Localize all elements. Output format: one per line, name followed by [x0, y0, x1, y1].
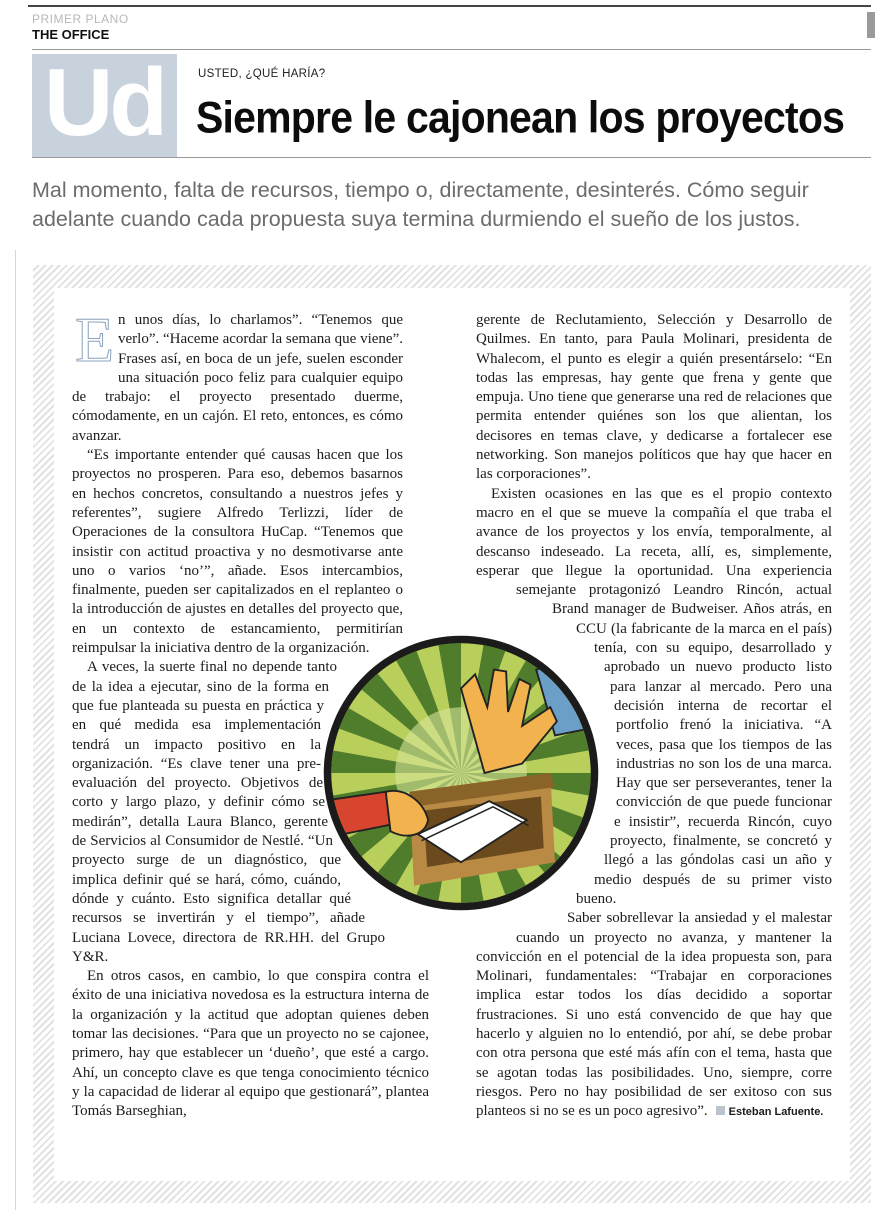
paragraph: En otros casos, en cambio, lo que conspira contra el éxito de una iniciativa novedosa es la estructura interna de la organización y la actitud que adoptan quienes deben tomar las decisiones. “Para que un proyecto no se cajonee, primero, hay que establecer un ‘dueño’, que esté a cargo. Ahí, un concepto clave es que tenga conocimiento técnico y la capacidad de liderar al equipo que gestionará”, plantea Tomás Barseghian,	[72, 968, 429, 1120]
section-label: PRIMER PLANO	[32, 12, 129, 26]
paragraph	[476, 909, 832, 1122]
column-kicker: USTED, ¿QUÉ HARÍA?	[198, 68, 326, 80]
title-rule	[32, 157, 871, 158]
byline: Esteban Lafuente.	[728, 1106, 824, 1119]
page-corner-mark	[867, 12, 875, 38]
paragraph: Existen ocasiones en las que es el propio contexto macro en el que se mueve la compañía el que traba el avance de los proyectos y los envía, temporalmente, al descanso indeseado. La receta, allí, es, simplemente, esperar que llegue la oportunidad. Una experiencia semejante protagonizó Leandro Rincón, actual Brand manager de Budweiser. Años atrás, en CCU (la fabricante de la marca en el país) tenía, con su equipo, desarrollado y aprobado un nuevo producto listo para lanzar al mercado. Pero una decisión interna de recortar el portfolio frenó la iniciativa. “A veces, pasa que los tiempos de las industrias no son los de una marca. Hay que ser perseverantes, tener la convicción de que puede funcionar e insistir”, recuerda Rincón, cuyo proyecto, finalmente, se concretó y llegó a las góndolas casi un año y medio después de su primer visto bueno.	[476, 485, 832, 907]
article-headline: Siempre le cajonean los proyectos	[196, 92, 845, 142]
section-name: THE OFFICE	[32, 27, 110, 42]
column-logo-text: Ud	[44, 54, 164, 156]
dropcap: E	[75, 304, 115, 375]
byline-square-icon	[716, 1106, 725, 1115]
page-fold-edge	[15, 250, 16, 1210]
paragraph: n unos días, lo charlamos”. “Tenemos que verlo”. “Haceme acordar la semana que viene”. Frases así, en boca de un jefe, suelen esconder una situación poco feliz para cualquier equipo de trabajo: el proyecto presentado duerme, cómodamente, en un cajón. El reto, entonces, es cómo avanzar.	[72, 312, 403, 444]
top-rule	[28, 5, 871, 7]
paragraph-text: Saber sobrellevar la ansiedad y el malestar cuando un proyecto no avanza, y mantener la convicción en el potencial de la idea propuesta son, para Molinari, fundamentales: “Trabajar en corporaciones implica estar todos los días decidido a soportar frustraciones. Si uno está convencido de que hay que hacerlo y alguien no lo entendió, por ahí, se debe probar con otra persona que esté más afín con el tema, hasta que se agotan todas las posibilidades. Uno, siempre, corre riesgos. Pero no hay posibilidad de ser exitoso con sus planteos si no se es un poco agresivo”.	[476, 910, 832, 1120]
paragraph: gerente de Reclutamiento, Selección y Desarrollo de Quilmes. En tanto, para Paula Molinari, presidenta de Whalecom, el punto es elegir a quién presentárselo: “En todas las empresas, hay gente que frena y gente que empuja. Uno tiene que generarse una red de relaciones que permita entender quiénes son los que alientan, los decisores en temas clave, y dedicarse a fortalecer ese networking. Son manejos políticos que hay que hacer en las corporaciones”.	[476, 312, 832, 483]
column-logo	[32, 54, 177, 158]
drawer-illustration	[320, 632, 602, 914]
article-deck: Mal momento, falta de recursos, tiempo o, directamente, desinterés. Cómo seguir adelante cuando cada propuesta suya termina durmiendo el sueño de los justos.	[32, 178, 809, 231]
paragraph: A veces, la suerte final no depende tanto de la idea a ejecutar, sino de la forma en que fue planteada su puesta en práctica y en qué medida esa implementación tendrá un impacto positivo en la organización. “Es clave tener una pre-evaluación del proyecto. Objetivos de corto y largo plazo, y definir cómo se medirán”, detalla Laura Blanco, gerente de Servicios al Consumidor de Nestlé. “Un proyecto surge de un diagnóstico, que implica definir qué se hará, cómo, cuándo, dónde y cuánto. Esto significa detallar qué recursos se invertirán y el tiempo”, añade Luciana Lovece, directora de RR.HH. del Grupo Y&R.	[72, 659, 385, 965]
paragraph: “Es importante entender qué causas hacen que los proyectos no prosperen. Para eso, debemos basarnos en hechos concretos, consultando a nuestros jefes y referentes”, sugiere Alfredo Terlizzi, líder de Operaciones de la consultora HuCap. “Tenemos que insistir con actitud proactiva y no desmotivarse ante uno o varios ‘no’”, añade. Esos intercambios, finalmente, pueden ser capitalizados en el replanteo o la introducción de ajustes en detalles del proyecto que, en un contexto de estancamiento, permitirían reimpulsar la iniciativa dentro de la organización.	[72, 447, 403, 657]
header-rule	[32, 49, 871, 50]
